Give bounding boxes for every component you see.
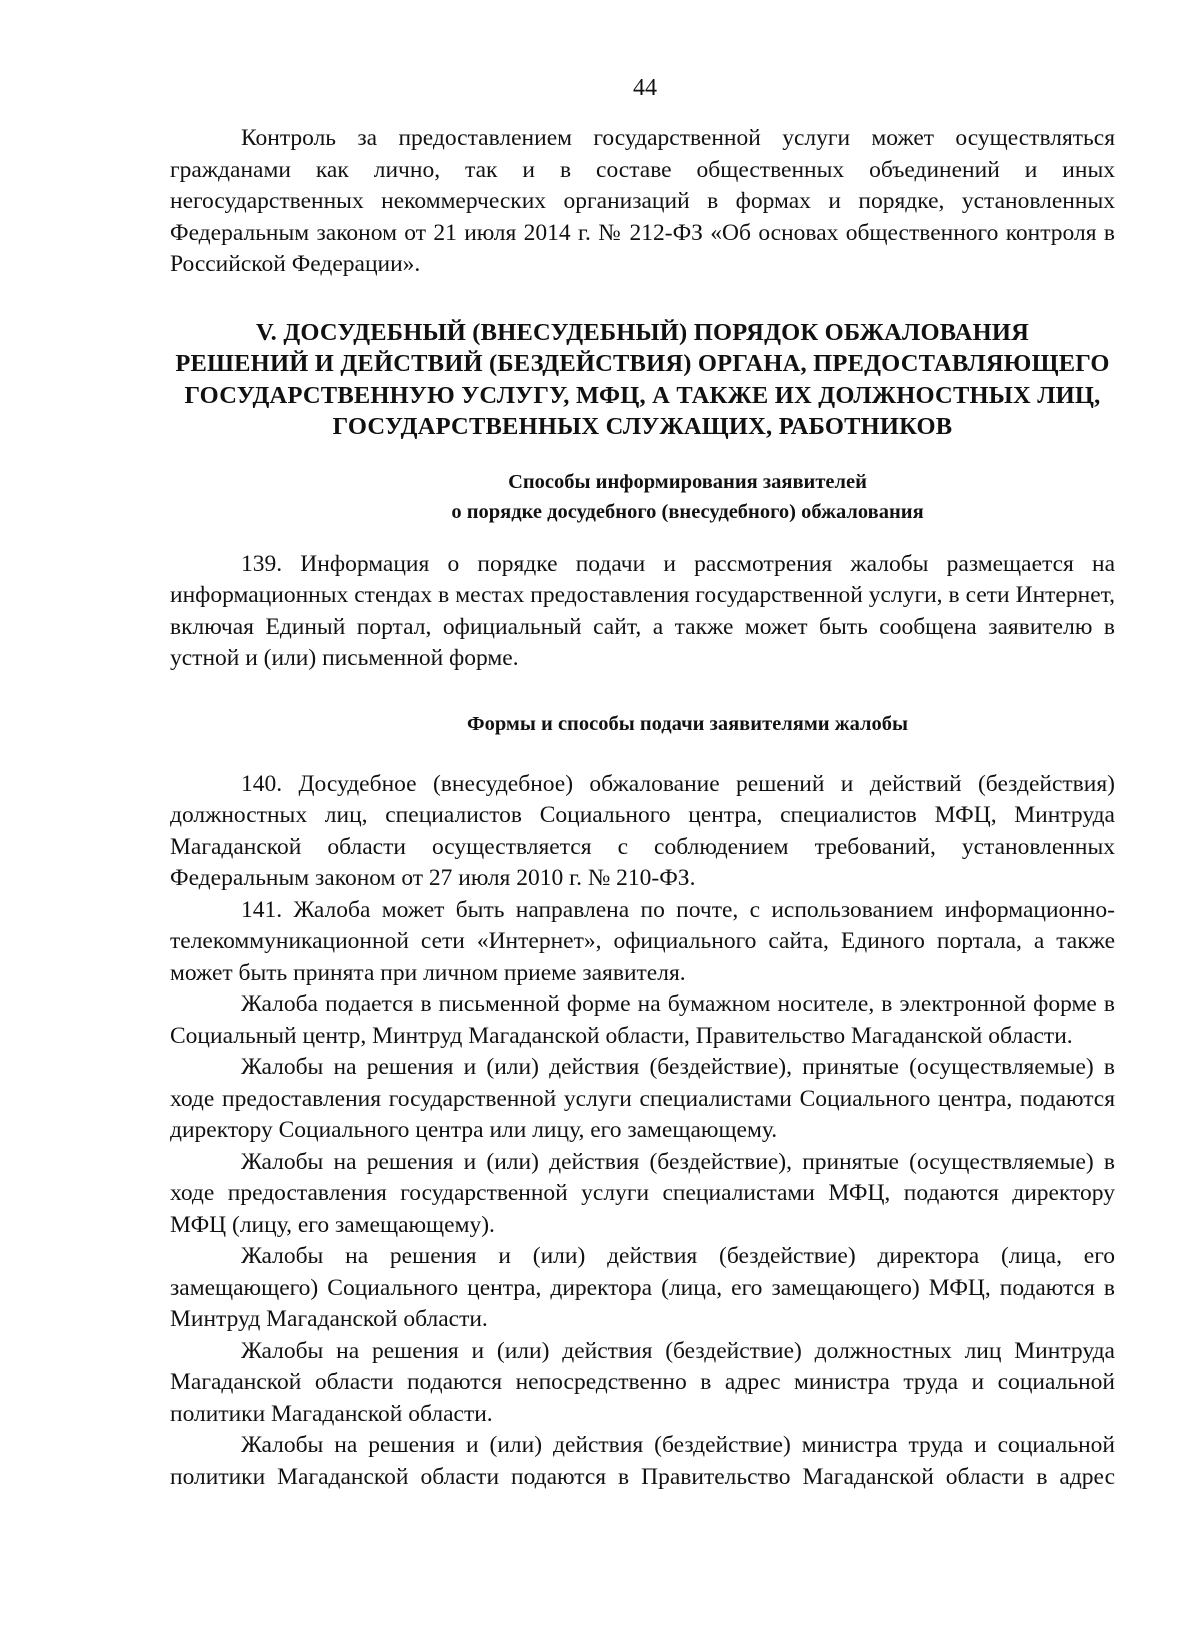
paragraph-complaint-form: Жалоба подается в письменной форме на бумажном носителе, в электронной форме в Социальный центр, Минтруд Магаданской области, Правительство Магаданской области.: [170, 991, 1115, 1049]
section-title-line-2: РЕШЕНИЙ И ДЕЙСТВИЙ (БЕЗДЕЙСТВИЯ) ОРГАНА, ПРЕДОСТАВЛЯЮЩЕГО: [175, 350, 1110, 377]
section-title-line-1: V. ДОСУДЕБНЫЙ (ВНЕСУДЕБНЫЙ) ПОРЯДОК ОБЖАЛОВАНИЯ: [255, 318, 1030, 346]
paragraph-complaint-social-center: Жалобы на решения и (или) действия (бездействие), принятые (осуществляемые) в ходе предоставления государственной услуги специалистами Социального центра, подаются директору Социального центра или лицу, его замещающему.: [170, 1054, 1115, 1143]
section-title: [170, 317, 1115, 443]
paragraph-complaint-directors: Жалобы на решения и (или) действия (бездействие) директора (лица, его замещающего) Социального центра, директора (лица, его замещающего) МФЦ, подаются в Минтруд Магаданской области.: [170, 1243, 1115, 1332]
subsection-title-informing-line-1: Способы информирования заявителей: [508, 470, 867, 493]
section-title-line-4: ГОСУДАРСТВЕННЫХ СЛУЖАЩИХ, РАБОТНИКОВ: [332, 413, 953, 440]
paragraph-140: 140. Досудебное (внесудебное) обжалование решений и действий (бездействия) должностных лиц, специалистов Социального центра, специалистов МФЦ, Минтруда Магаданской области осуществляется с соблюдением требований, установленных Федеральным законом от 27 июля 2010 г. № 210-ФЗ.: [170, 770, 1115, 891]
paragraph-139: 139. Информация о порядке подачи и рассмотрения жалобы размещается на информационных стендах в местах предоставления государственной услуги, в сети Интернет, включая Единый портал, официальный сайт, а также может быть сообщена заявителю в устной и (или) письменной форме.: [170, 550, 1115, 671]
paragraph-complaint-mfc: Жалобы на решения и (или) действия (бездействие), принятые (осуществляемые) в ходе предоставления государственной услуги специалистами МФЦ, подаются директору МФЦ (лицу, его замещающему).: [170, 1148, 1115, 1238]
page-number: 44: [633, 75, 657, 101]
page-content: [170, 123, 1115, 1493]
subsection-title-informing-line-2: о порядке досудебного (внесудебного) обжалования: [451, 500, 924, 523]
subsection-title-informing: [170, 467, 1115, 527]
intro-paragraph: Контроль за предоставлением государственной услуги может осуществляться гражданами как лично, так и в составе общественных объединений и иных негосударственных некоммерческих организаций в формах и порядке, установленных Федеральным законом от 21 июля 2014 г. № 212-ФЗ «Об основах общественного контроля в Российской Федерации».: [170, 125, 1115, 277]
paragraph-complaint-minister: Жалобы на решения и (или) действия (бездействие) министра труда и социальной политики Магаданской области подаются в Правительство Магаданской области в адрес: [170, 1432, 1115, 1490]
subsection-title-forms: Формы и способы подачи заявителями жалобы: [466, 712, 909, 735]
section-title-line-3: ГОСУДАРСТВЕННУЮ УСЛУГУ, МФЦ, А ТАКЖЕ ИХ ДОЛЖНОСТНЫХ ЛИЦ,: [184, 381, 1101, 409]
paragraph-complaint-officials: Жалобы на решения и (или) действия (бездействие) должностных лиц Минтруда Магаданской области подаются непосредственно в адрес министра труда и социальной политики Магаданской области.: [170, 1337, 1115, 1427]
paragraph-141: 141. Жалоба может быть направлена по почте, с использованием информационно-телекоммуникационной сети «Интернет», официального сайта, Единого портала, а также может быть принята при личном приеме заявителя.: [170, 896, 1115, 986]
